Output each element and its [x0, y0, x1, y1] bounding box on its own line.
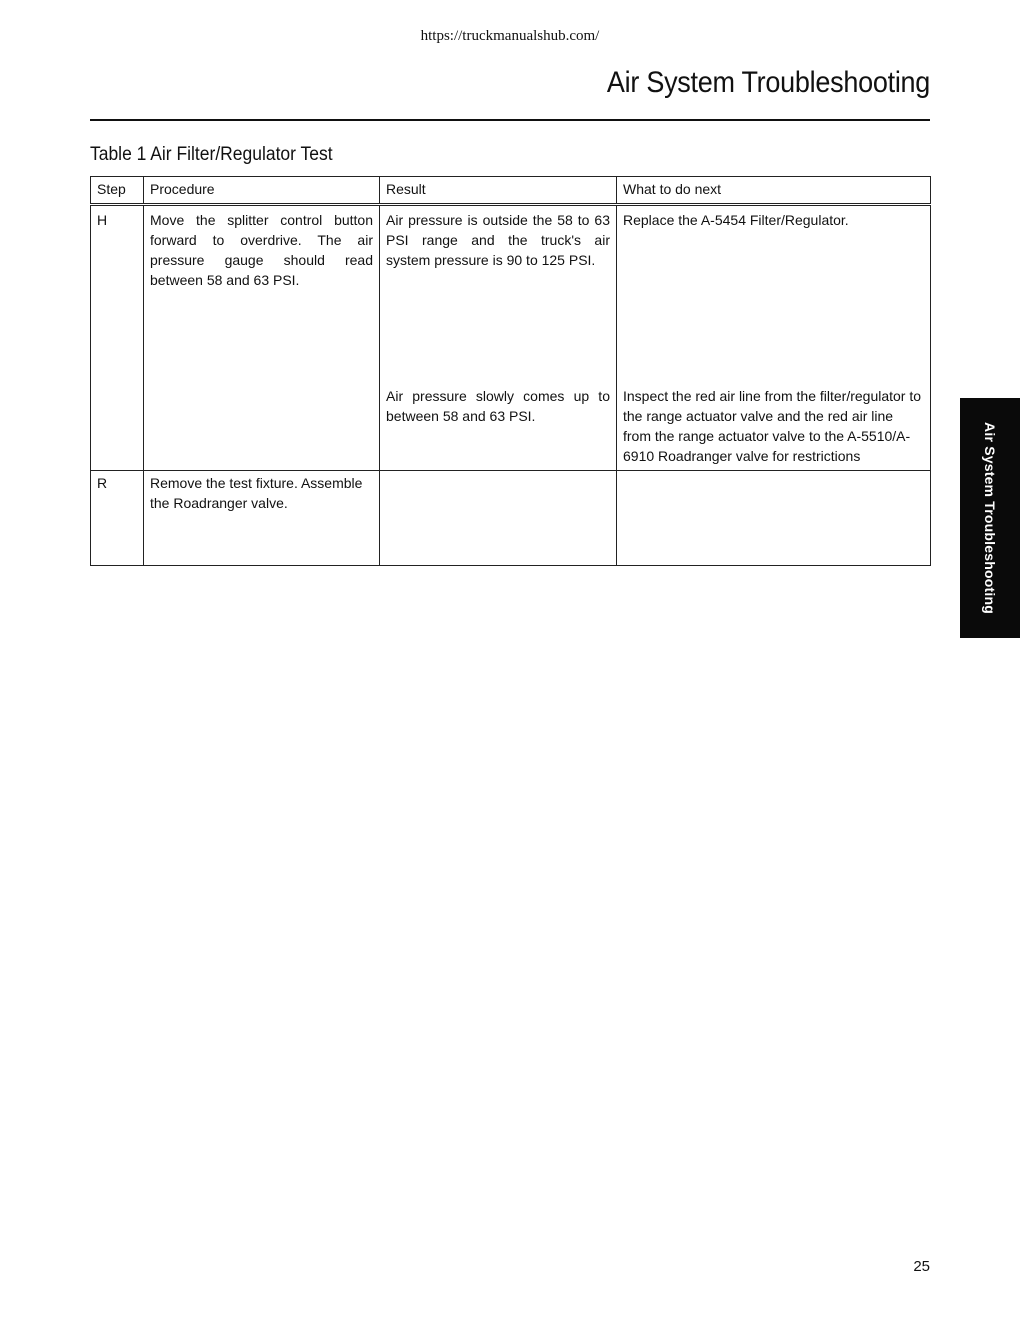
step-cell: R [91, 471, 144, 566]
next-action-cell [617, 471, 931, 566]
column-header-what-to-do-next: What to do next [617, 177, 931, 205]
page-title: Air System Troubleshooting [606, 66, 930, 99]
column-header-step: Step [91, 177, 144, 205]
page-number: 25 [913, 1258, 930, 1275]
step-cell: H [91, 205, 144, 471]
table-header-row [91, 177, 931, 205]
table-row [91, 205, 931, 385]
next-action-cell: Replace the A-5454 Filter/Regulator. [617, 205, 931, 385]
result-cell: Air pressure slowly comes up to between 58 and 63 PSI. [380, 384, 617, 471]
section-side-tab [960, 398, 1020, 638]
table-row [91, 471, 931, 566]
column-header-result: Result [380, 177, 617, 205]
column-header-procedure: Procedure [144, 177, 380, 205]
section-side-tab-label: Air System Troubleshooting [982, 422, 998, 614]
air-filter-regulator-test-table [90, 176, 931, 566]
result-cell [380, 471, 617, 566]
procedure-cell: Remove the test fixture. Assemble the Roadranger valve. [144, 471, 380, 566]
next-action-cell: Inspect the red air line from the filter/regulator to the range actuator valve and the red air line from the range actuator valve to the A-5510/A-6910 Roadranger valve for restrictions [617, 384, 931, 471]
source-url: https://truckmanualshub.com/ [420, 28, 600, 44]
result-cell: Air pressure is outside the 58 to 63 PSI range and the truck's air system pressure is 90 to 125 PSI. [380, 205, 617, 385]
title-rule [90, 119, 930, 121]
table-caption: Table 1 Air Filter/Regulator Test [90, 144, 333, 165]
procedure-cell: Move the splitter control button forward to overdrive. The air pressure gauge should read between 58 and 63 PSI. [144, 205, 380, 471]
